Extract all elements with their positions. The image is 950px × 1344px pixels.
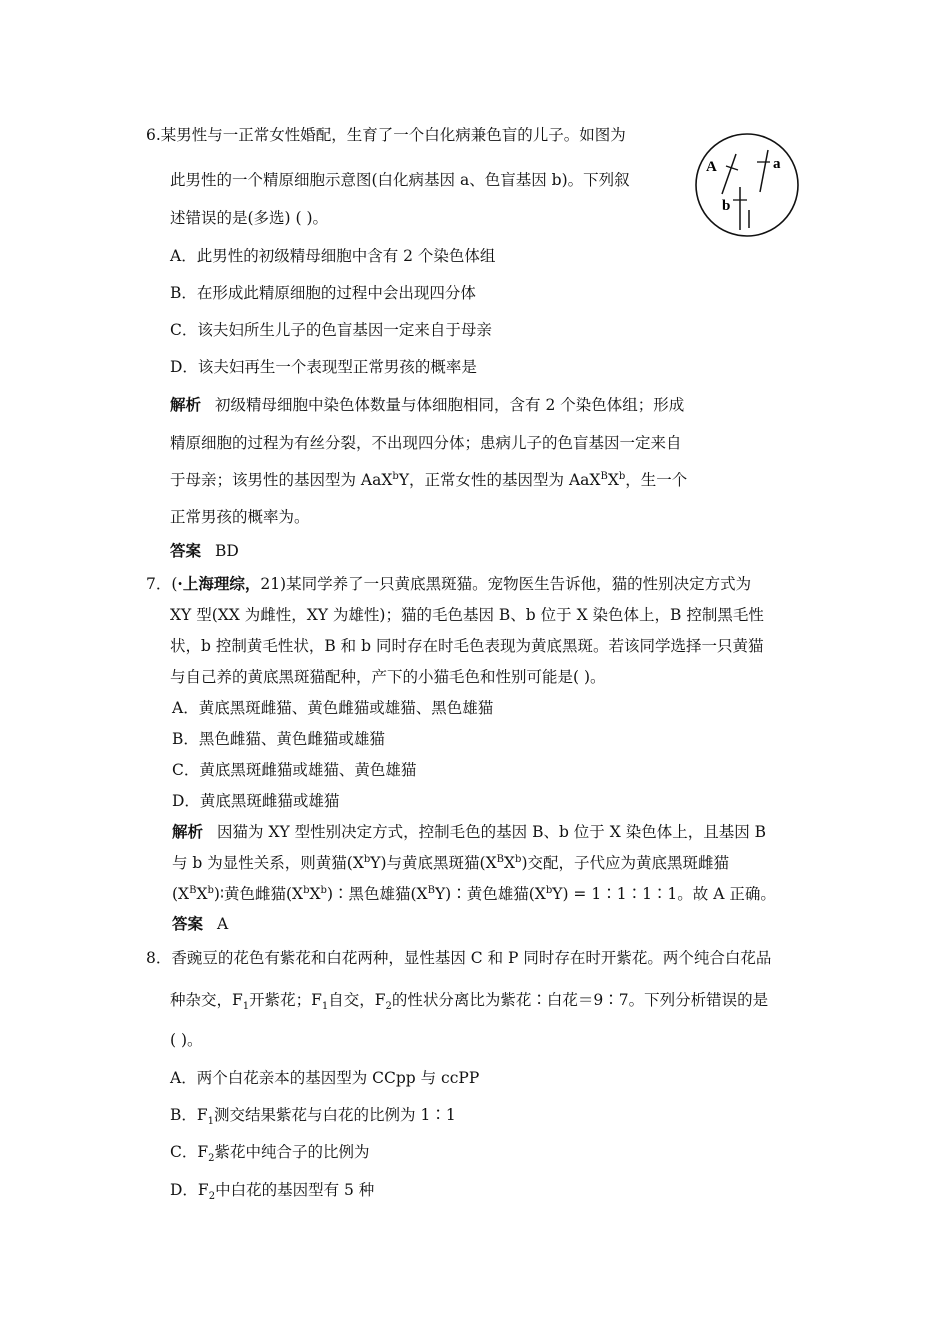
q7-stem-line4: 与自己养的黄底黑斑猫配种，产下的小猫毛色和性别可能是( )。 bbox=[170, 668, 606, 686]
q7-answer bbox=[172, 914, 228, 934]
q7-analysis-line2: 与 b 为显性关系，则黄猫$(X^bY)$与黄底黑斑猫$(X^BX^b)$交配，子代应为黄底黑斑雌猫 bbox=[172, 853, 730, 872]
q8-option-c: C．$F_2$紫花中纯合子的比例为 bbox=[170, 1143, 370, 1165]
q8-stem-line2: 种杂交，$F_1$开紫花；$F_1$自交，$F_2$的性状分离比为紫花∶白花＝9∶7。下列分析错误的是 bbox=[170, 991, 769, 1013]
q6-analysis-line3: 于母亲；该男性的基因型为 AaX$^b$Y，正常女性的基因型为 $AaX^BX^b$，生一个 bbox=[170, 470, 688, 489]
q6-analysis-line1: 解析 初级精母细胞中染色体数量与体细胞相同，含有 2 个染色体组；形成 bbox=[170, 395, 685, 414]
q7-source: ·上海理综， bbox=[177, 574, 261, 593]
gene-label-b: b bbox=[722, 198, 731, 214]
q6-answer-label: 答案 bbox=[170, 541, 202, 560]
q7-analysis-line3: $(X^BX^b)∶$黄色雌猫$(X^bX^b)∶$黑色雄猫$(X^BY)∶$黄色雄猫$(X^bY)$ = 1∶1∶1∶1。故 A 正确。 bbox=[172, 884, 776, 903]
q6-stem-line3: 述错误的是(多选) ( )。 bbox=[170, 209, 329, 227]
q7-stem-line3: 状，b 控制黄毛性状，B 和 b 同时存在时毛色表现为黄底黑斑。若该同学选择一只黄猫 bbox=[170, 637, 764, 655]
q7-answer-value: A bbox=[217, 915, 229, 933]
q6-stem-line1: 6.某男性与一正常女性婚配，生育了一个白化病兼色盲的儿子。如图为 bbox=[146, 126, 626, 144]
q6-answer bbox=[170, 541, 239, 561]
q7-stem-line1: 7．(·上海理综，21)某同学养了一只黄底黑斑猫。宠物医生告诉他，猫的性别决定方式为 bbox=[146, 574, 752, 593]
q8-option-a: A．两个白花亲本的基因型为 CCpp 与 ccPP bbox=[170, 1069, 480, 1087]
q7-option-c: C．黄底黑斑雌猫或雄猫、黄色雄猫 bbox=[172, 761, 417, 779]
q6-analysis-line4: 正常男孩的概率为。 bbox=[170, 508, 310, 526]
chromosome-A bbox=[722, 154, 736, 194]
q7-option-d: D．黄底黑斑雌猫或雄猫 bbox=[172, 792, 340, 810]
q8-stem-line3: ( )。 bbox=[170, 1031, 203, 1049]
q6-option-b: B．在形成此精原细胞的过程中会出现四分体 bbox=[170, 284, 476, 302]
q6-analysis-label: 解析 bbox=[170, 395, 202, 414]
q8-stem-line1: 8．香豌豆的花色有紫花和白花两种，显性基因 C 和 P 同时存在时开紫花。两个纯合白花品 bbox=[146, 949, 772, 967]
q6-option-c: C．该夫妇所生儿子的色盲基因一定来自于母亲 bbox=[170, 321, 492, 339]
q8-option-b: B．$F_1$测交结果紫花与白花的比例为 1∶1 bbox=[170, 1106, 456, 1128]
q7-analysis-line1: 解析 因猫为 XY 型性别决定方式，控制毛色的基因 B、b 位于 X 染色体上，且基因 B bbox=[172, 822, 767, 841]
cell-membrane bbox=[696, 134, 798, 236]
q8-option-d: D．$F_2$中白花的基因型有 5 种 bbox=[170, 1181, 375, 1203]
q7-stem-line2: XY 型(XX 为雌性，XY 为雄性)；猫的毛色基因 B、b 位于 X 染色体上，B 控制黑毛性 bbox=[170, 606, 764, 624]
q6-option-a: A．此男性的初级精母细胞中含有 2 个染色体组 bbox=[170, 247, 496, 265]
q7-option-a: A．黄底黑斑雌猫、黄色雌猫或雄猫、黑色雄猫 bbox=[172, 699, 494, 717]
q6-option-d: D．该夫妇再生一个表现型正常男孩的概率是 bbox=[170, 358, 477, 376]
q6-answer-value: BD bbox=[215, 542, 239, 560]
q6-analysis-line2: 精原细胞的过程为有丝分裂，不出现四分体；患病儿子的色盲基因一定来自 bbox=[170, 434, 682, 452]
q6-stem-line2: 此男性的一个精原细胞示意图(白化病基因 a、色盲基因 b)。下列叙 bbox=[170, 171, 630, 189]
gene-label-A: A bbox=[706, 159, 717, 175]
q7-option-b: B．黑色雌猫、黄色雌猫或雄猫 bbox=[172, 730, 385, 748]
q7-analysis-label: 解析 bbox=[172, 822, 204, 841]
chromosome-a bbox=[760, 150, 768, 192]
gene-label-a: a bbox=[773, 156, 781, 172]
q7-answer-label: 答案 bbox=[172, 914, 204, 933]
sperm-cell-figure bbox=[694, 132, 800, 238]
